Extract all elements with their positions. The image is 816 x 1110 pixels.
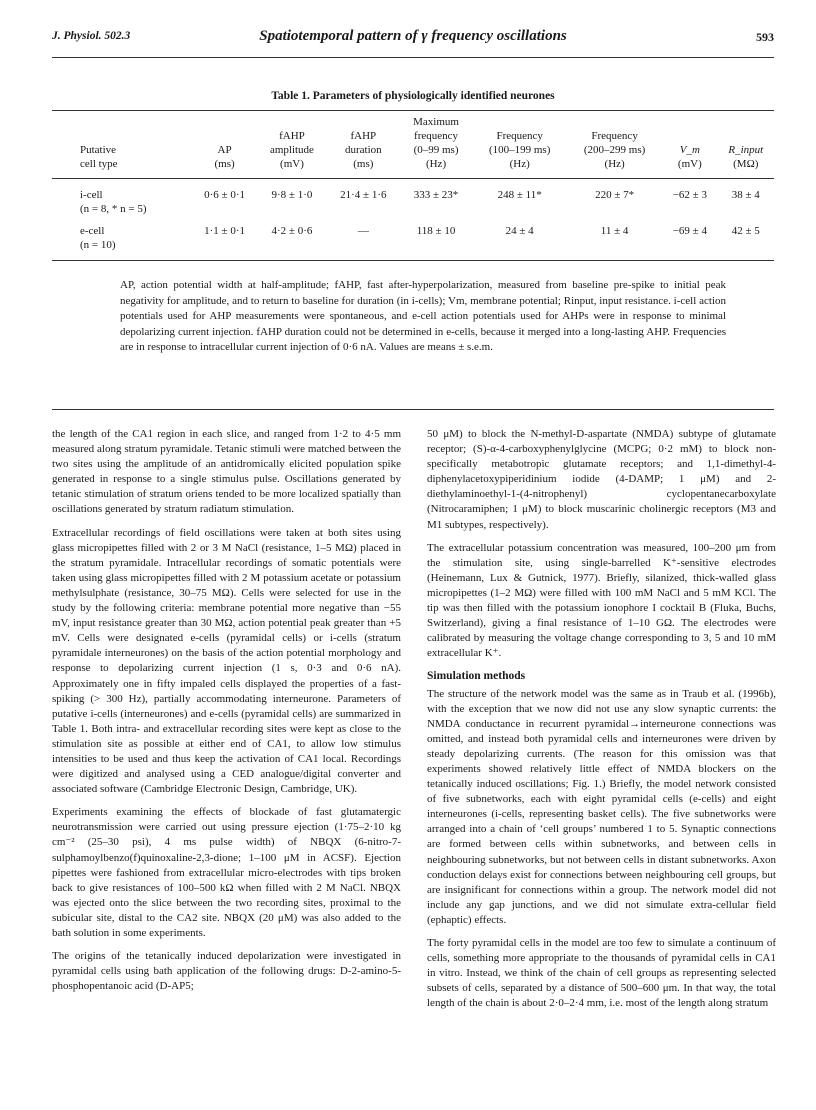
col-header-frequency-200-299: Frequency (200–299 ms) (Hz)	[583, 130, 646, 170]
table-cell: —	[357, 225, 369, 237]
table-cell: 333 ± 23*	[413, 189, 459, 201]
table-cell: 38 ± 4	[731, 189, 760, 201]
table-cell: 21·4 ± 1·6	[340, 189, 387, 201]
table-bottom-rule	[52, 409, 774, 410]
running-head	[52, 30, 774, 50]
table-top-rule	[52, 110, 774, 111]
table-cell: 1·1 ± 0·1	[204, 225, 245, 237]
page-number: 593	[756, 30, 774, 44]
col-header-fahp-duration: fAHP duration (ms)	[344, 130, 382, 170]
table-cell: 4·2 ± 0·6	[271, 225, 313, 237]
table-title: Table 1. Parameters of physiologically identified neurones	[271, 90, 555, 102]
table-cell: 9·8 ± 1·0	[271, 189, 313, 201]
table-cell: 24 ± 4	[505, 225, 534, 237]
table-cell: 42 ± 5	[731, 225, 760, 237]
journal-reference: J. Physiol. 502.3	[52, 30, 131, 42]
col-header-cell-type: Putative cell type	[80, 144, 118, 170]
paragraph: Experiments examining the effects of blockade of fast glutamatergic neurotransmission were carried out using pressure ejection (1·75–2·10 kg cm⁻² (25–30 psi), 4 ms pulse width) of NBQX (6-nitro-7-sulphamoylbenzo(f)quinoxaline-2,3-dione; 1–100 μM in ACSF). Ejection pipettes were fashioned from extracellular micro-electrodes with tips broken back to give resistances of 100–500 kΩ when filled with 2 M NaCl. NBQX was ejected onto the slice between the two recording sites, proximal to the subicular site, distal to the CA2 site. NBQX (20 μM) was also added to the bath solution in some experiments.	[52, 806, 401, 939]
table-cell: 220 ± 7*	[595, 189, 635, 201]
row-label-e-cell: e-cell (n = 10)	[80, 225, 116, 251]
col-header-ap: AP (ms)	[214, 144, 235, 170]
table-row	[52, 218, 774, 261]
running-title: Spatiotemporal pattern of γ frequency oscillations	[259, 28, 567, 44]
table-header-row	[52, 112, 774, 179]
col-header-rinput: R_input (MΩ)	[728, 144, 764, 170]
paragraph: Extracellular recordings of field oscillations were taken at both sites using glass micropipettes filled with 2 or 3 M NaCl (resistance, 1–5 MΩ) placed in the stratum pyramidale. Intracellular recordings of somatic potentials were taken using glass micropipettes filled with 2 M potassium acetate or potassium methylsulphate (resistance, 30–75 MΩ). Cells were selected for use in the study by the following criteria: membrane potential more negative than −55 mV, input resistance greater than 30 MΩ, action potential peak greater than +5 mV. Cells were designated e-cells (pyramidal cells) or i-cells (stratum pyramidale interneurones) on the basis of the action potential morphology and response to depolarizing current injection (1 s, 0·3 and 0·6 nA). Approximately one in fifty impaled cells displayed the properties of a fast-spiking (> 300 Hz), partially accommodating interneurone. Parameters of putative i-cells (interneurones) and e-cells (pyramidal cells) are summarized in Table 1. Both intra- and extracellular recording sites were kept as close to the stimulation site as possible at either end of CA1, to allow low stimulus intensities to be used and thus keep the activation of CA1 local. Recordings were digitized and analysed using a CED analogue/digital converter and associated software (Cambridge Electronic Design, Cambridge, UK).	[52, 526, 401, 796]
col-header-frequency-100-199: Frequency (100–199 ms) (Hz)	[488, 130, 551, 170]
table-cell: 0·6 ± 0·1	[204, 189, 245, 201]
table-row	[52, 179, 774, 219]
paragraph: The structure of the network model was the same as in Traub et al. (1996b), with the exception that we now did not use any slow synaptic currents: the NMDA conductance in recurrent pyramidal→interneurone connections was omitted, and instead both pyramidal cells and interneurones were driven by steady depolarizing currents. (The reason for this omission was that experiments showed relatively little effect of NMDA blockers on the tetanically induced oscillations; Fig. 1.) Briefly, the model network consisted of five subnetworks, each with eight pyramidal cells (e-cells) and eight interneurones (i-cells, representing basket cells). The five subnetworks were arranged into a chain of ‘cell groups’ numbered 1 to 5. Synaptic connections are formed between cells within subnetworks, and between cells in neighbouring subnetworks, but not between cells in distant subnetworks. Axon conduction delays exist for connections between neighbouring cell groups, but are insignificant for connections within a group. The network model did not include any gap junctions, and we did not simulate extra-cellular field (ephaptic) effects.	[427, 687, 776, 926]
table-cell: 11 ± 4	[600, 225, 629, 237]
parameters-table	[52, 112, 774, 261]
row-label-i-cell: i-cell (n = 8, * n = 5)	[80, 189, 147, 215]
col-header-vm: V_m (mV)	[677, 144, 702, 170]
right-column	[427, 427, 776, 1019]
section-heading: Simulation methods	[427, 670, 526, 683]
left-column	[52, 427, 401, 1002]
table-cell: −69 ± 4	[672, 225, 707, 237]
col-header-fahp-amplitude: fAHP amplitude (mV)	[269, 130, 314, 170]
table-cell: 118 ± 10	[416, 225, 456, 237]
paragraph: The extracellular potassium concentration was measured, 100–200 μm from the stimulation site, using single-barrelled K⁺-sensitive electrodes (Heinemann, Lux & Gutnick, 1977). Briefly, silanized, thick-walled glass micropipettes (1–2 MΩ) were filled with 100 mM NaCl and 5 mM KCl. The tip was then filled with the potassium ionophore I cocktail B (Fluka, Buchs, Switzerland), giving a final resistance of 1–10 GΩ. The electrodes were calibrated by measuring the voltage change corresponding to 3, 5 and 10 mM extracellular K⁺.	[427, 541, 776, 660]
header-rule	[52, 57, 774, 58]
paragraph: the length of the CA1 region in each slice, and ranged from 1·2 to 4·5 mm measured along stratum pyramidale. Tetanic stimuli were matched between the two sites using the amplitude of an antidromically elicited population spike generated in response to a single stimulus pulse. Oscillations generated by tetanic stimulation of stratum oriens tended to be more localized spatially than oscillations generated by stratum radiatum stimulation.	[52, 428, 401, 516]
table-cell: −62 ± 3	[672, 189, 707, 201]
paragraph: The forty pyramidal cells in the model are too few to simulate a continuum of cells, something more appropriate to the thousands of pyramidal cells in CA1 in vitro. Instead, we think of the chain of cell groups as representing selected subsets of cells, separated by a distance of 500–600 μm. In that way, the total length of the chain is about 2·0–2·4 mm, i.e. most of the length along stratum	[427, 937, 776, 1010]
col-header-max-frequency: Maximum frequency (0–99 ms) (Hz)	[413, 116, 459, 170]
table-footnote: AP, action potential width at half-amplitude; fAHP, fast after-hyperpolarization, measured from baseline pre-spike to initial peak negativity for amplitude, and to return to baseline for duration (in i-cells); Vm, membrane potential; Rinput, input resistance. i-cell action potentials used for AHP measurements were spontaneous, and e-cell action potentials used for AHPs were in response to minimal depolarizing current injection. fAHP duration could not be determined in e-cells, because it merged into a long-lasting AHP. Frequencies are in response to intracellular current injection of 0·6 nA. Values are means ± s.e.m.	[120, 279, 726, 353]
paragraph: The origins of the tetanically induced depolarization were investigated in pyramidal cells using bath application of the following drugs: D-2-amino-5-phosphopentanoic acid (D-AP5;	[52, 950, 401, 993]
paragraph: 50 μM) to block the N-methyl-D-aspartate (NMDA) subtype of glutamate receptor; (S)-α-4-carboxyphenylglycine (MCPG; 0·2 mM) to block non-specifically metabotropic glutamate receptors; and 1,1-dimethyl-4-diphenylacetoxypiperidinium iodide (4-DAMP; 1 μM) and 2-diethylaminoethyl-1-(4-nitrophenyl) cyclopentanecarboxylate (Nitrocaramiphen; 1 μM) to block muscarinic cholinergic receptors (M3 and M1 subtypes, respectively).	[427, 428, 776, 531]
table-cell: 248 ± 11*	[497, 189, 542, 201]
